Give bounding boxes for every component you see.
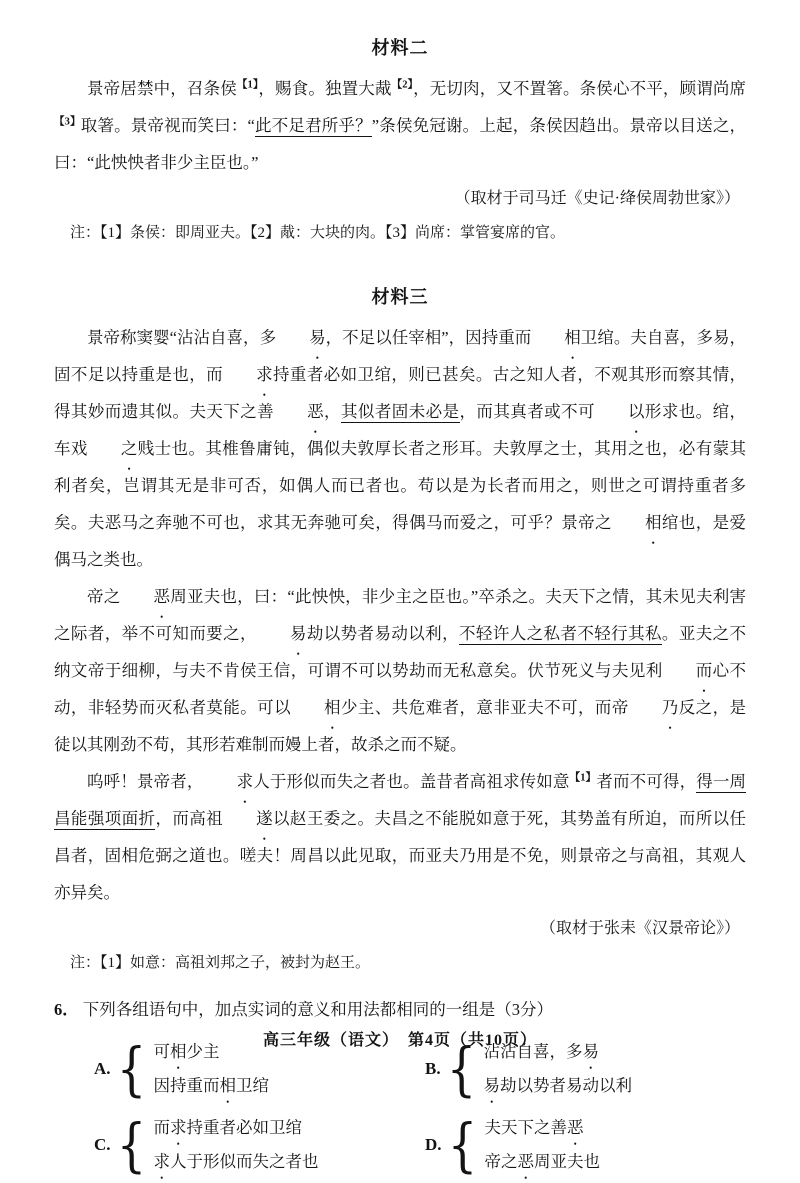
option-a-line-1: 可相少主 — [153, 1042, 220, 1061]
material3-paragraph-1: 景帝称窦婴“沾沾自喜，多 易，不足以任宰相”，因持重而 相卫绾。夫自喜，多易，固不足以持重是也，而 求持重者必如卫绾，则已甚矣。古之知人者，不观其形而察其情，得其妙而遗其似。夫天下之善 恶，其似者固未必是，而其真者或不可 以形求也。绾，车戏 之贱士也。其椎鲁庸钝，偶似夫敦厚长者之形耳。夫敦厚之士，其用之也，必有蒙其利者矣，岂谓其无是非可否，如偶人而已者也。苟以是为长者而用之，则世之可谓持重者多矣。夫恶马之奔驰不可也，求其无奔驰可矣，得偶马而爱之，可乎？景帝之 相绾也，是爱偶马之类也。 — [54, 328, 747, 569]
question-6-stem — [54, 993, 746, 1027]
option-b-line-2: 易劫以势者易动以利 — [483, 1076, 632, 1095]
option-d — [425, 1110, 746, 1179]
brace-glyph: { — [116, 1110, 146, 1179]
option-a-label: A. — [94, 1059, 111, 1078]
material2-section — [54, 34, 746, 249]
question-6-options — [54, 1034, 746, 1179]
option-d-label: D. — [425, 1135, 442, 1154]
brace-glyph: { — [116, 1034, 146, 1103]
material3-paragraph-3: 呜呼！景帝者， 求人于形似而失之者也。盖昔者高祖求传如意$^{【1】}$者而不可得，得一周昌能强项面折，而高祖 遂以赵王委之。夫昌之不能脱如意于死，其势盖有所迫，而所以任昌者，固相危弼之道也。嗟夫！周昌以此见取，而亚夫乃用是不免，则景帝之与高祖，其观人亦异矣。 — [54, 772, 747, 902]
material2-paragraph: 景帝居禁中，召条侯$^{【1】}$，赐食。独置大胾$^{【2】}$，无切肉，又不置箸。条侯心不平，顾谓尚席$^{【3】}$取箸。景帝视而笑曰：“此不足君所乎？”条侯免冠谢。上起，条侯因趋出。景帝以目送之，曰：“此怏怏者非少主臣也。” — [54, 79, 747, 172]
material2-attribution: （取材于司马迁《史记·绛侯周勃世家》） — [454, 190, 740, 207]
option-c — [94, 1110, 415, 1179]
question-6-number: 6． — [54, 1000, 79, 1019]
option-c-label: C. — [94, 1135, 111, 1154]
brace-glyph: { — [447, 1110, 477, 1179]
material2-note: 注：【1】条侯：即周亚夫。【2】胾：大块的肉。【3】尚席：掌管宴席的官。 — [70, 225, 566, 241]
option-c-line-2: 求人于形似而失之者也 — [153, 1152, 319, 1171]
option-b-line-1: 沾沾自喜，多易 — [483, 1042, 599, 1061]
page-footer: 高三年级（语文） 第4页（共10页） — [262, 1032, 537, 1049]
material3-section — [54, 283, 746, 979]
question-6 — [54, 993, 746, 1177]
material3-attribution: （取材于张耒《汉景帝论》） — [539, 920, 740, 937]
option-d-line-1: 夫天下之善恶 — [484, 1118, 584, 1137]
question-6-text: 下列各组语句中，加点实词的意义和用法都相同的一组是（3分） — [82, 1000, 553, 1019]
material2-title: 材料二 — [371, 38, 429, 58]
option-c-line-1: 而求持重者必如卫绾 — [153, 1118, 302, 1137]
material3-title: 材料三 — [371, 287, 429, 307]
option-a-line-2: 因持重而相卫绾 — [153, 1076, 269, 1095]
brace-glyph: { — [446, 1034, 476, 1103]
option-b-label: B. — [425, 1059, 441, 1078]
material3-note: 注：【1】如意：高祖刘邦之子，被封为赵王。 — [70, 955, 371, 971]
option-d-line-2: 帝之恶周亚夫也 — [484, 1152, 600, 1171]
material3-paragraph-2: 帝之 恶周亚夫也，曰：“此怏怏，非少主之臣也。”卒杀之。夫天下之情，其未见夫利害之际者，举不可知而要之， 易劫以势者易动以利，不轻许人之私者不轻行其私。亚夫之不纳文帝于细柳，与夫不肯侯王信，可谓不可以势劫而无私意矣。伏节死义与夫见利 而心不动，非轻势而灭私者莫能。可以 相少主、共危难者，意非亚夫不可，而帝 乃反之，是徒以其刚劲不苟，其形若难制而嫚上者，故杀之而不疑。 — [54, 587, 747, 754]
